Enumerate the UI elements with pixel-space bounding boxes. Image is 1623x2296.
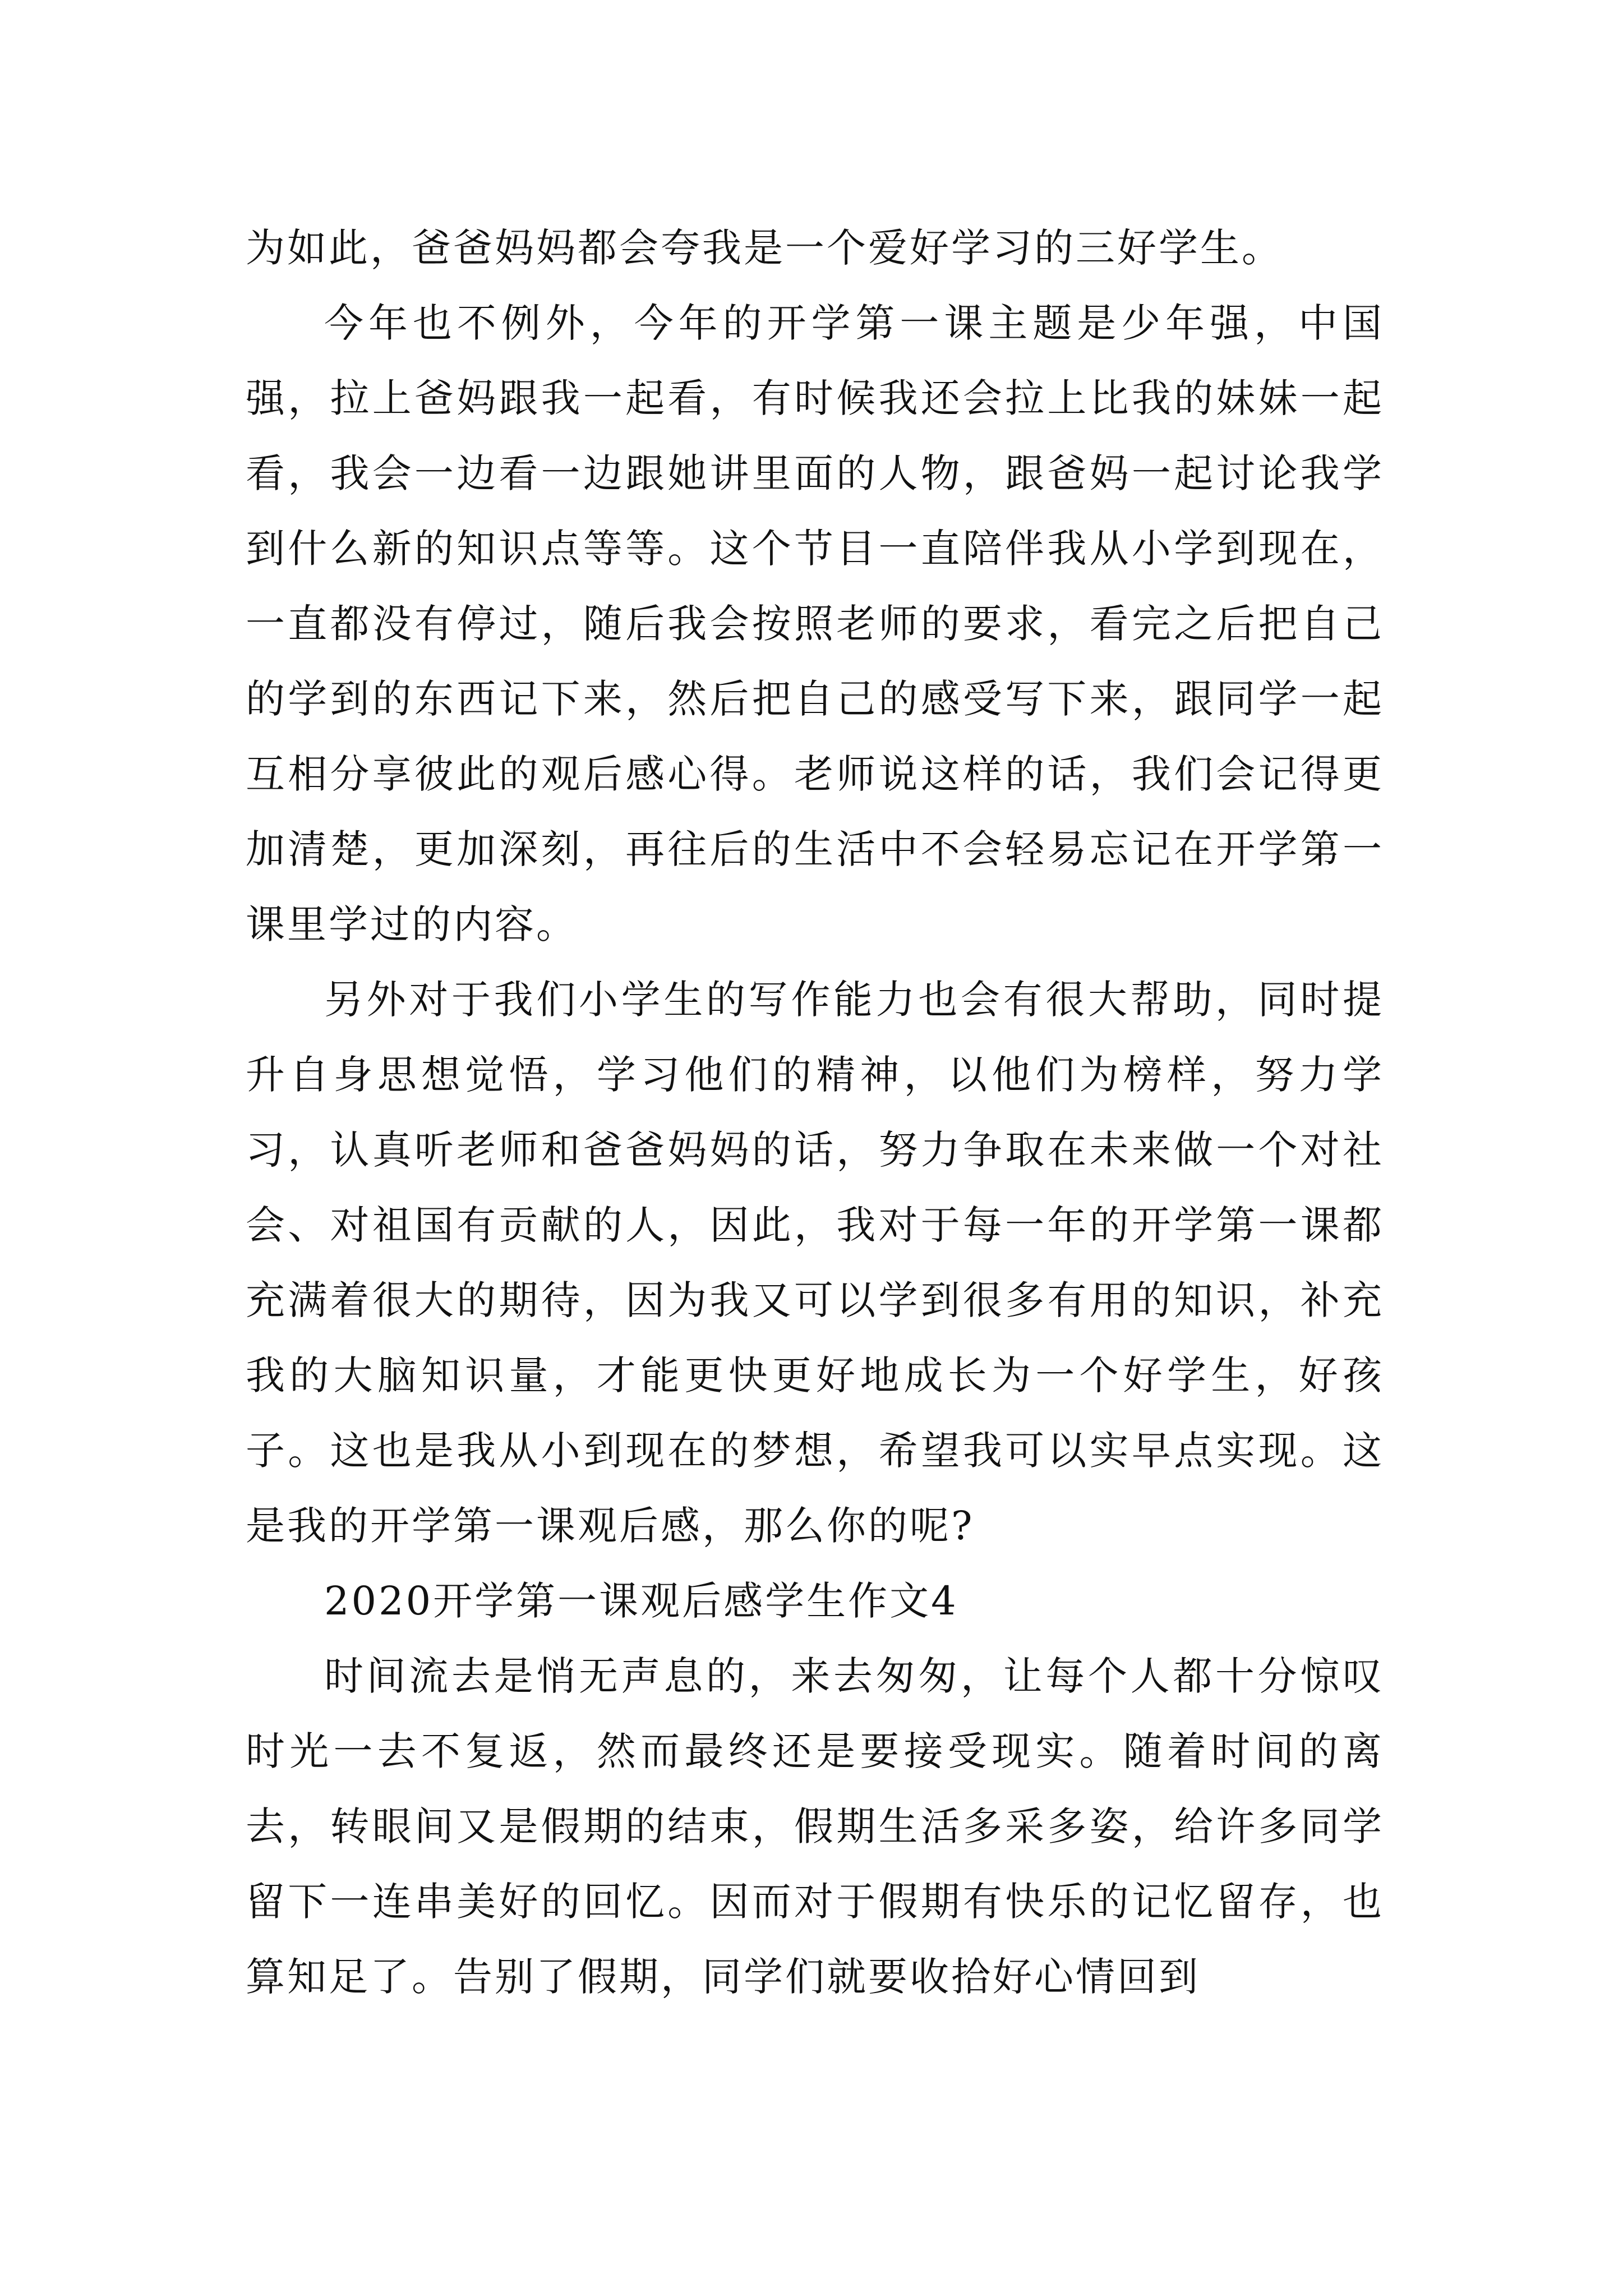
essay-heading: 2020开学第一课观后感学生作文4: [324, 1578, 958, 1624]
paragraph-writing-ability: 另外对于我们小学生的写作能力也会有很大帮助，同时提升自身思想觉悟，学习他们的精神，以他们为榜样，努力学习，认真听老师和爸爸妈妈的话，努力争取在未来做一个对社会、对祖国有贡献的人，因此，我对于每一年的开学第一课都充满着很大的期待，因为我又可以学到很多有用的知识，补充我的大脑知识量，才能更快更好地成长为一个好学生，好孩子。这也是我从小到现在的梦想，希望我可以实早点实现。这是我的开学第一课观后感，那么你的呢?: [246, 977, 1384, 1549]
paragraph-viewing-with-family: 今年也不例外，今年的开学第一课主题是少年强，中国强，拉上爸妈跟我一起看，有时候我还会拉上比我的妹妹一起看，我会一边看一边跟她讲里面的人物，跟爸妈一起讨论我学到什么新的知识点等等。这个节目一直陪伴我从小学到现在，一直都没有停过，随后我会按照老师的要求，看完之后把自己的学到的东西记下来，然后把自己的感受写下来，跟同学一起互相分享彼此的观后感心得。老师说这样的话，我们会记得更加清楚，更加深刻，再往后的生活中不会轻易忘记在开学第一课里学过的内容。: [246, 300, 1384, 947]
paragraph-time-passes: 时间流去是悄无声息的，来去匆匆，让每个人都十分惊叹时光一去不复返，然而最终还是要接受现实。随着时间的离去，转眼间又是假期的结束，假期生活多采多姿，给许多同学留下一连串美好的回忆。因而对于假期有快乐的记忆留存，也算知足了。告别了假期，同学们就要收拾好心情回到: [246, 1653, 1384, 2000]
document-body: [246, 210, 1384, 2014]
paragraph-continuation: 为如此，爸爸妈妈都会夸我是一个爱好学习的三好学生。: [246, 225, 1283, 271]
